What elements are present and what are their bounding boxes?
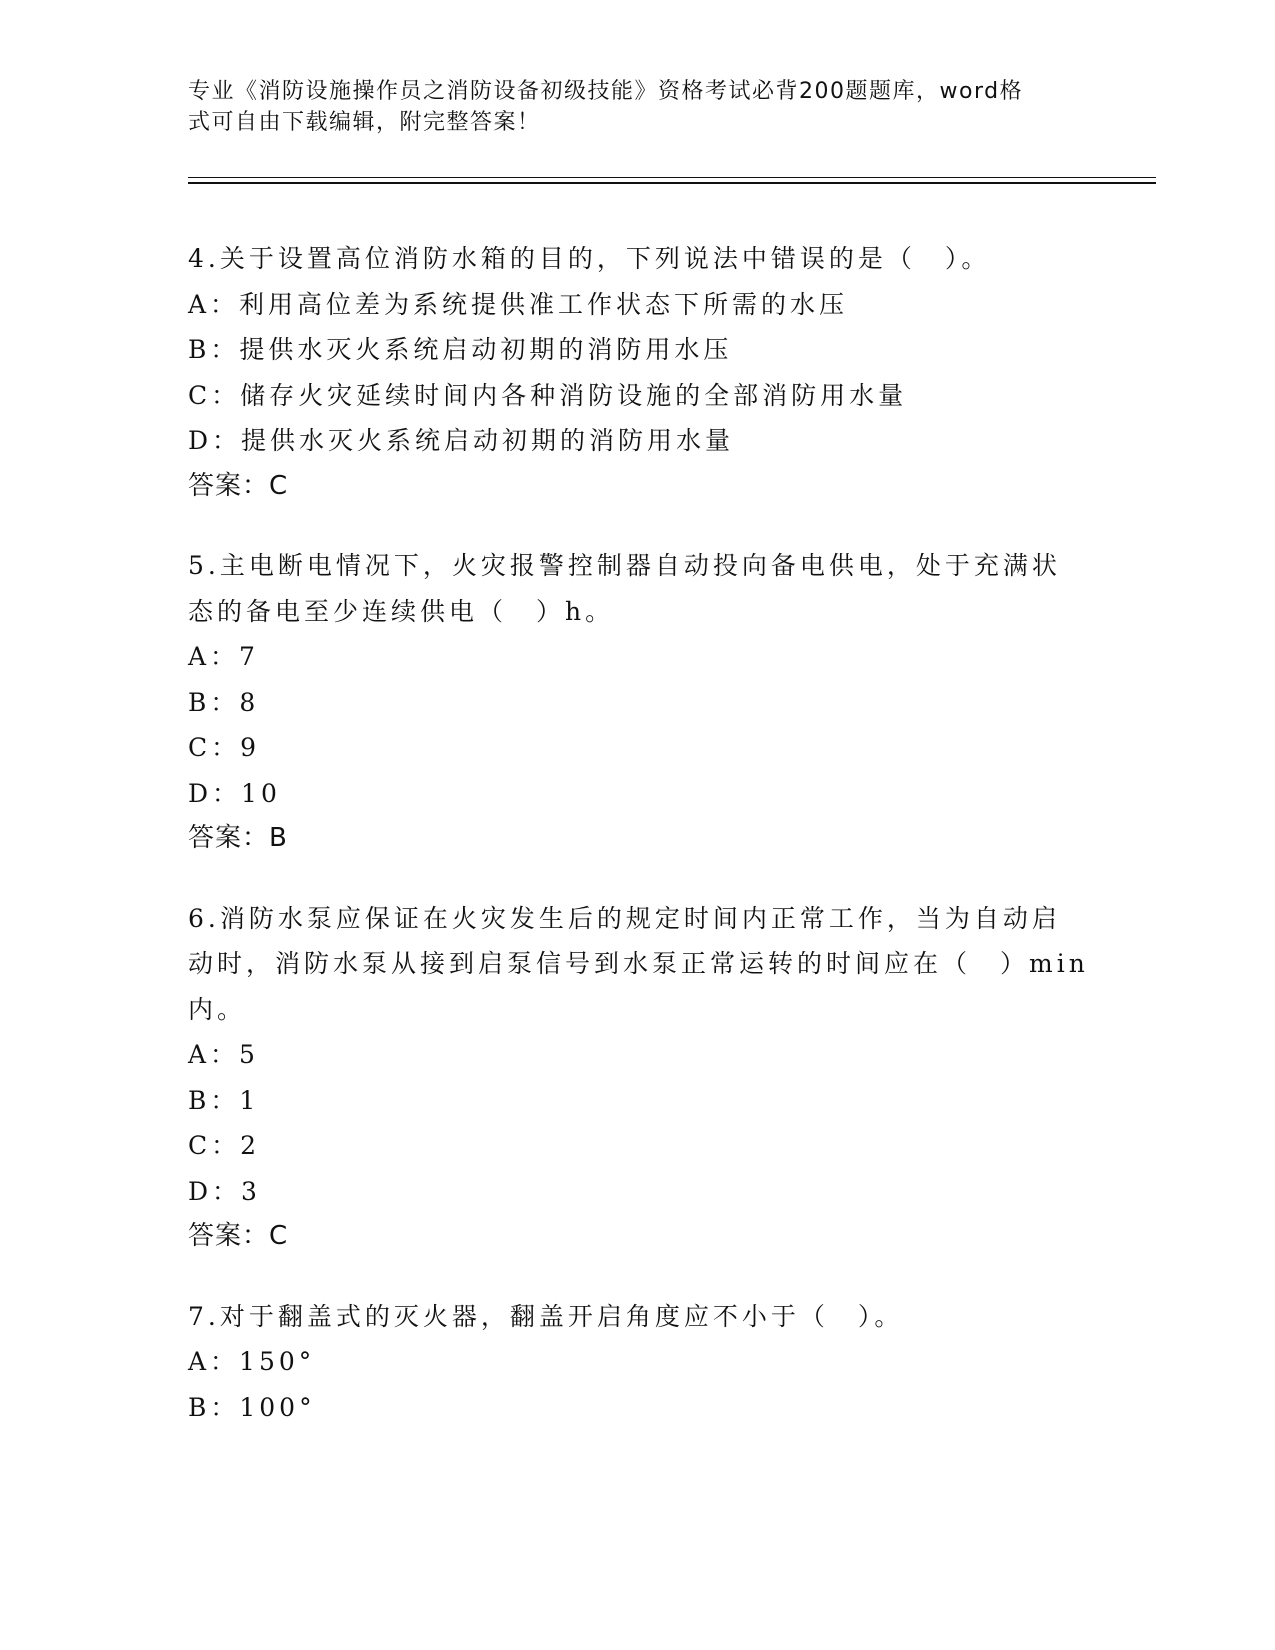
question-stem-line-1: 6.消防水泵应保证在火灾发生后的规定时间内正常工作，当为自动启: [188, 903, 1061, 933]
option-c: C：9: [188, 733, 261, 762]
question-7: [188, 1294, 1088, 1431]
option-b: B：100°: [188, 1392, 316, 1422]
answer-label: 答案：C: [188, 470, 289, 501]
question-stem: 4.关于设置高位消防水箱的目的，下列说法中错误的是（ ）。: [188, 244, 991, 273]
question-6: [188, 896, 1088, 1260]
option-c: C：2: [188, 1131, 261, 1160]
option-a: A：150°: [188, 1347, 316, 1376]
option-d: D：提供水灭火系统启动初期的消防用水量: [188, 426, 735, 455]
answer-label: 答案：C: [188, 1221, 289, 1251]
header-line-2: 式可自由下载编辑，附完整答案！: [188, 110, 541, 135]
document-header: [188, 76, 1078, 138]
question-stem-line-2: 态的备电至少连续供电（ ）h。: [188, 596, 615, 626]
option-b: B：8: [188, 687, 260, 717]
question-list: [188, 236, 1088, 1464]
option-d: D：10: [188, 778, 281, 808]
question-4: [188, 236, 1088, 509]
answer-label: 答案：B: [188, 823, 288, 853]
option-a: A：5: [188, 1040, 259, 1069]
question-5: [188, 543, 1088, 862]
question-stem: 7.对于翻盖式的灭火器，翻盖开启角度应不小于（ ）。: [188, 1301, 904, 1331]
option-a: A：利用高位差为系统提供准工作状态下所需的水压: [188, 289, 849, 319]
question-stem-line-2: 动时，消防水泵从接到启泵信号到水泵正常运转的时间应在（ ）min: [188, 949, 1089, 978]
option-a: A：7: [188, 642, 259, 671]
header-line-1: 专业《消防设施操作员之消防设备初级技能》资格考试必背200题题库，word格: [188, 79, 1024, 104]
option-b: B：提供水灭火系统启动初期的消防用水压: [188, 335, 733, 364]
header-divider-thin: [188, 177, 1156, 178]
question-stem-line-3: 内。: [188, 994, 247, 1024]
option-c: C：储存火灾延续时间内各种消防设施的全部消防用水量: [188, 380, 908, 410]
option-b: B：1: [188, 1085, 260, 1115]
header-divider-thick: [188, 182, 1156, 184]
option-d: D：3: [188, 1176, 261, 1206]
question-stem-line-1: 5.主电断电情况下，火灾报警控制器自动投向备电供电，处于充满状: [188, 551, 1061, 580]
